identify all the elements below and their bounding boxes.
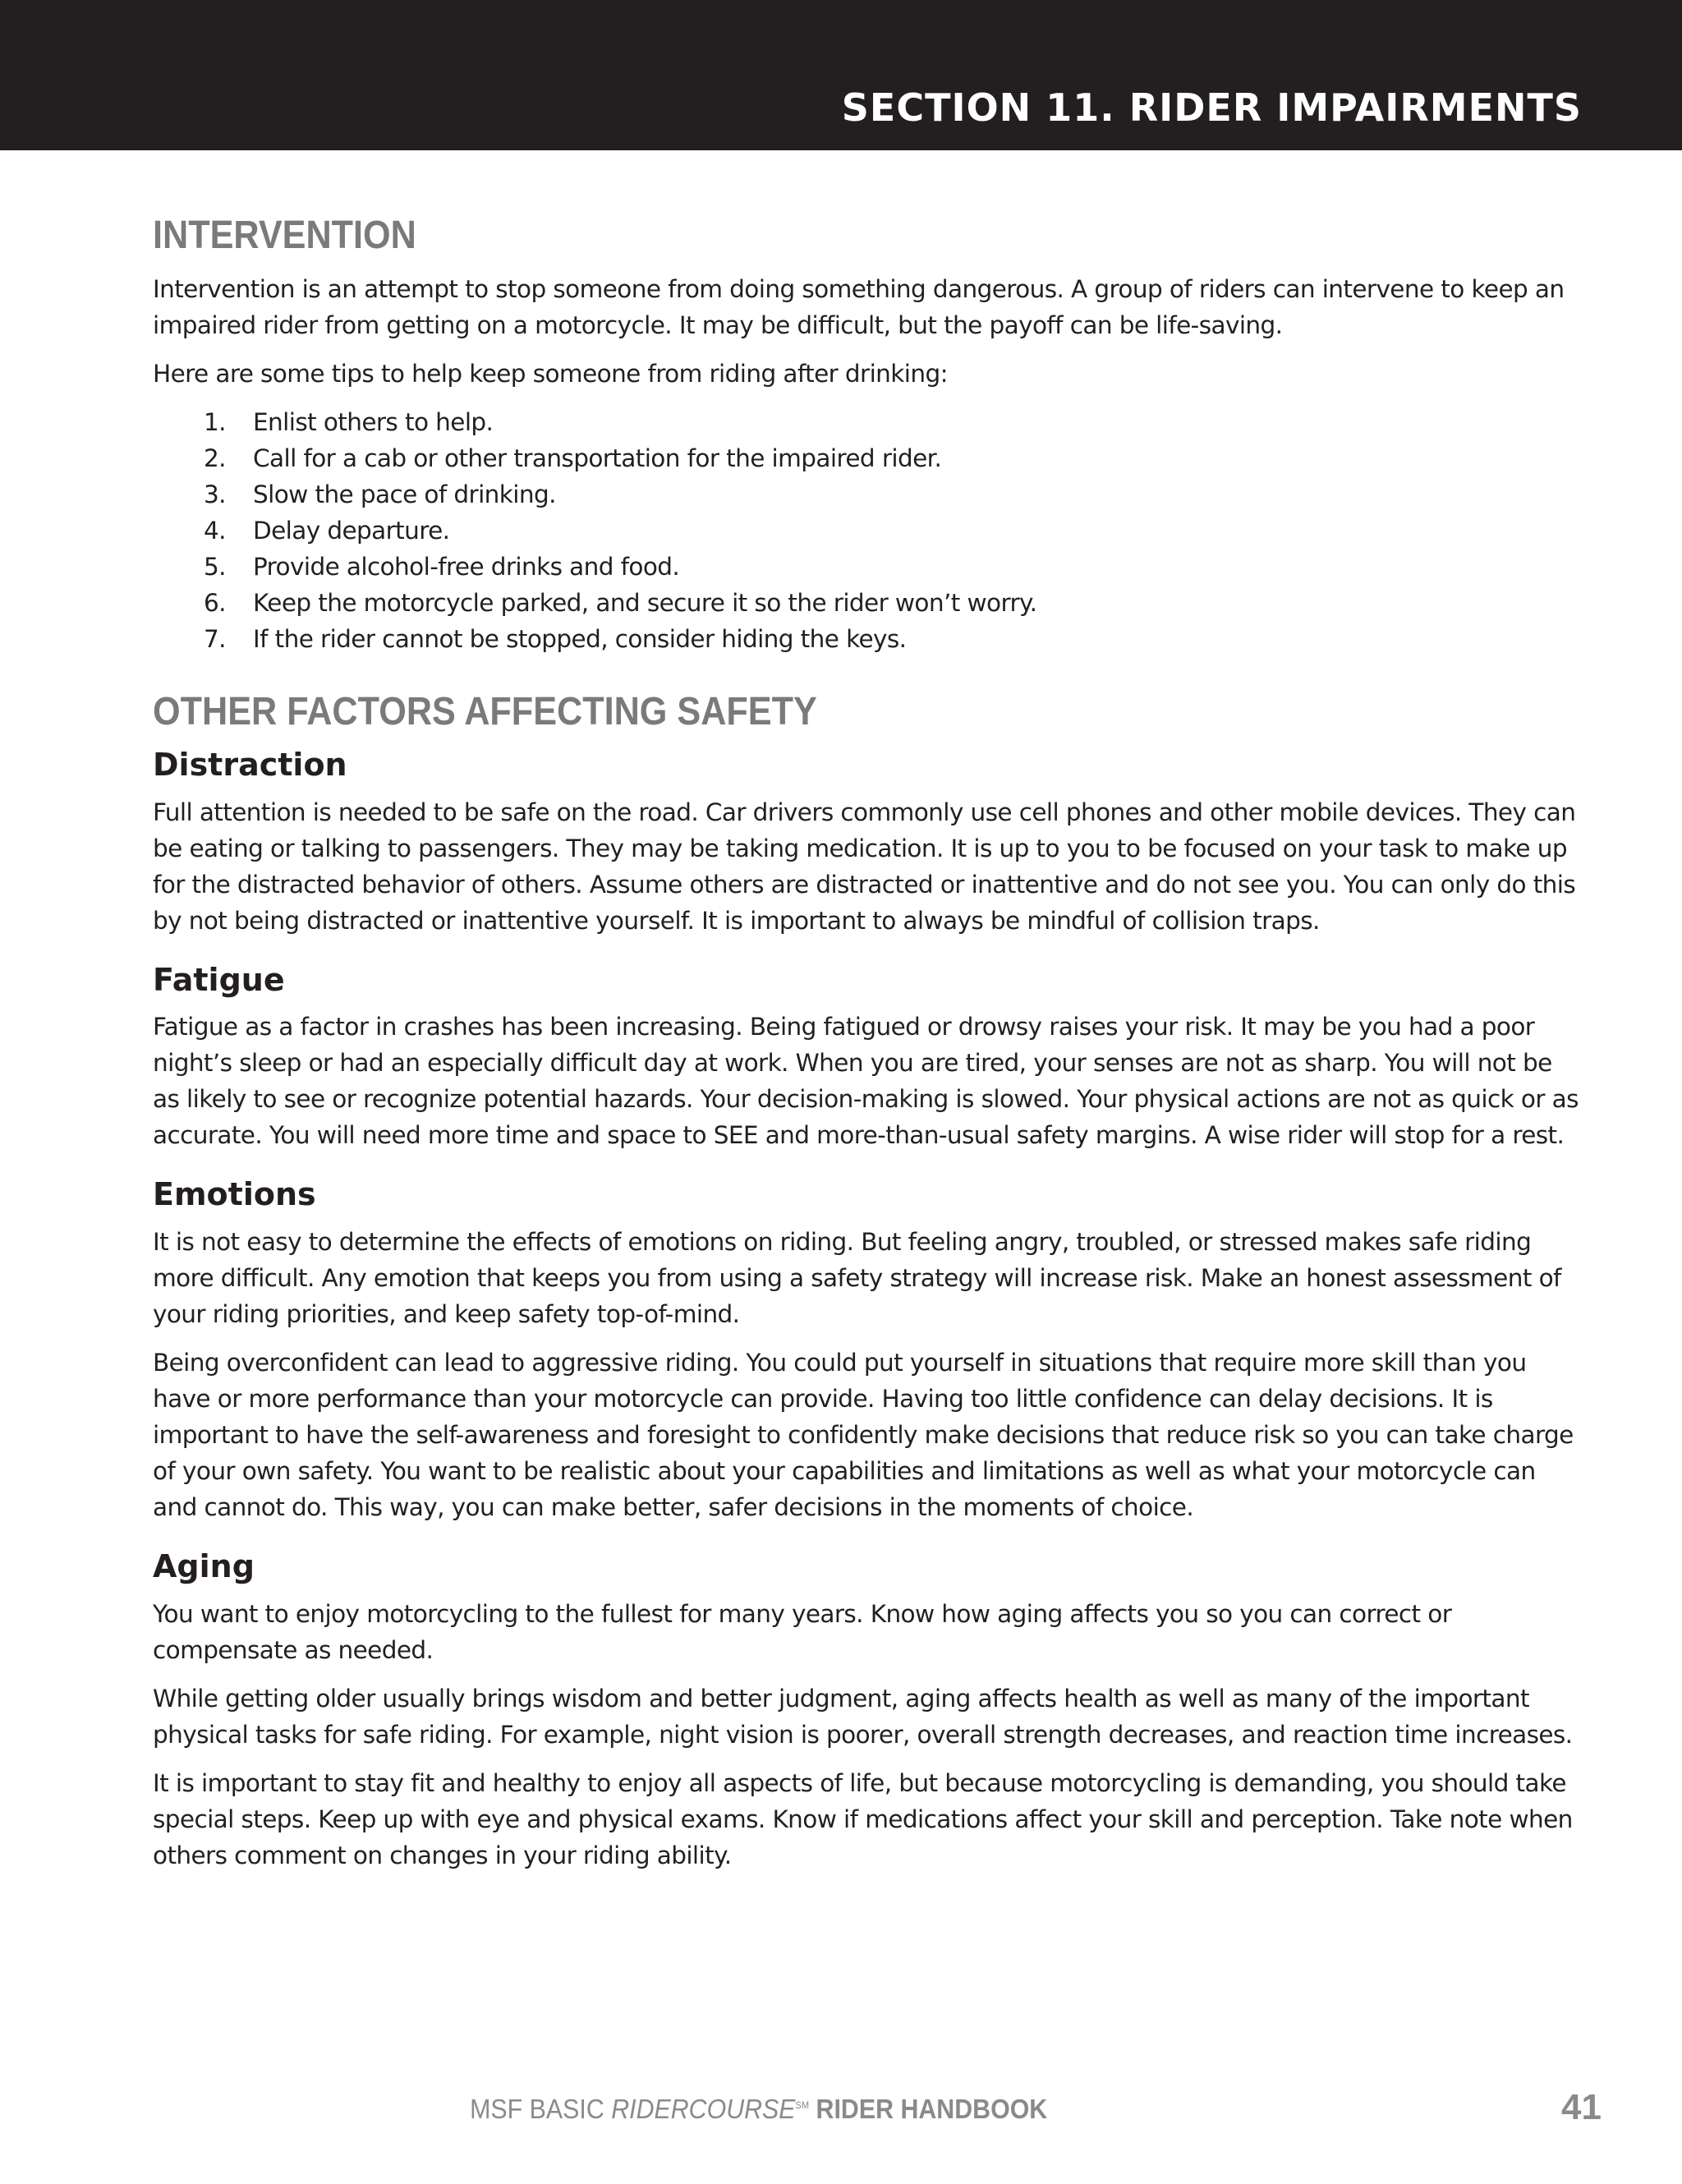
footer-trademark: SM bbox=[795, 2099, 809, 2111]
tips-list bbox=[153, 404, 1582, 657]
page-number: 41 bbox=[1561, 2087, 1602, 2127]
list-item-number: 3. bbox=[204, 480, 226, 508]
tips-intro-paragraph: Here are some tips to help keep someone from riding after drinking: bbox=[153, 359, 948, 388]
aging-paragraph: You want to enjoy motorcycling to the fullest for many years. Know how aging affects you so you can correct or compensate as needed. bbox=[153, 1599, 1452, 1664]
list-item bbox=[153, 585, 1582, 621]
page-footer bbox=[0, 2087, 1682, 2133]
list-item bbox=[153, 621, 1582, 657]
list-item bbox=[153, 440, 1582, 476]
section-title: SECTION 11. RIDER IMPAIRMENTS bbox=[841, 85, 1582, 130]
list-item bbox=[153, 513, 1582, 549]
footer-prefix: MSF BASIC bbox=[469, 2094, 611, 2124]
aging-heading: Aging bbox=[153, 1547, 255, 1584]
list-item-text: Provide alcohol-free drinks and food. bbox=[253, 552, 680, 581]
distraction-heading: Distraction bbox=[153, 747, 347, 784]
other-factors-heading: OTHER FACTORS AFFECTING SAFETY bbox=[153, 689, 817, 733]
list-item-text: Delay departure. bbox=[253, 516, 450, 545]
emotions-paragraph: Being overconfident can lead to aggressive riding. You could put yourself in situations that require more skill than you have or more performance than your motorcycle can provide. Having too little confidence can delay decisions. It is important to have the self-awareness and foresight to confidently make decisions that reduce risk so you can take charge of your own safety. You want to be realistic about your capabilities and limitations as well as what your motorcycle can and cannot do. This way, you can make better, safer decisions in the moments of choice. bbox=[153, 1348, 1574, 1521]
list-item-text: Enlist others to help. bbox=[253, 407, 494, 436]
list-item-number: 4. bbox=[204, 516, 226, 545]
list-item bbox=[153, 404, 1582, 440]
list-item bbox=[153, 476, 1582, 513]
list-item-text: If the rider cannot be stopped, consider hiding the keys. bbox=[253, 624, 907, 653]
page-content bbox=[153, 212, 1582, 1886]
fatigue-heading: Fatigue bbox=[153, 961, 285, 998]
intervention-paragraph: Intervention is an attempt to stop someone from doing something dangerous. A group of riders can intervene to keep an impaired rider from getting on a motorcycle. It may be difficult, but the payoff can be life-saving. bbox=[153, 274, 1565, 339]
footer-suffix: RIDER HANDBOOK bbox=[808, 2094, 1047, 2124]
list-item bbox=[153, 549, 1582, 585]
footer-course-name: RIDERCOURSE bbox=[610, 2094, 796, 2124]
list-item-number: 7. bbox=[204, 624, 226, 653]
emotions-heading: Emotions bbox=[153, 1176, 316, 1213]
section-header-bar bbox=[0, 0, 1682, 150]
list-item-number: 1. bbox=[204, 407, 226, 436]
list-item-number: 5. bbox=[204, 552, 226, 581]
list-item-text: Call for a cab or other transportation for the impaired rider. bbox=[253, 444, 942, 472]
fatigue-paragraph: Fatigue as a factor in crashes has been increasing. Being fatigued or drowsy raises your risk. It may be you had a poor night’s sleep or had an especially difficult day at work. When you are tired, your senses are not as sharp. You will not be as likely to see or recognize potential hazards. Your decision-making is slowed. Your physical actions are not as quick or as accurate. You will need more time and space to SEE and more-than-usual safety margins. A wise rider will stop for a rest. bbox=[153, 1013, 1579, 1150]
emotions-paragraph: It is not easy to determine the effects of emotions on riding. But feeling angry, troubled, or stressed makes safe riding more difficult. Any emotion that keeps you from using a safety strategy will increase risk. Make an honest assessment of your riding priorities, and keep safety top-of-mind. bbox=[153, 1227, 1561, 1328]
list-item-number: 2. bbox=[204, 444, 226, 472]
distraction-paragraph: Full attention is needed to be safe on the road. Car drivers commonly use cell phones and other mobile devices. They can be eating or talking to passengers. They may be taking medication. It is up to you to be focused on your task to make up for the distracted behavior of others. Assume others are distracted or inattentive and do not see you. You can only do this by not being distracted or inattentive yourself. It is important to always be mindful of collision traps. bbox=[153, 798, 1576, 935]
footer-title bbox=[470, 2094, 1047, 2125]
aging-paragraph: It is important to stay fit and healthy to enjoy all aspects of life, but because motorcycling is demanding, you should take special steps. Keep up with eye and physical exams. Know if medications affect your skill and perception. Take note when others comment on changes in your riding ability. bbox=[153, 1768, 1573, 1869]
aging-paragraph: While getting older usually brings wisdom and better judgment, aging affects health as well as many of the important physical tasks for safe riding. For example, night vision is poorer, overall strength decreases, and reaction time increases. bbox=[153, 1684, 1573, 1749]
list-item-text: Keep the motorcycle parked, and secure it so the rider won’t worry. bbox=[253, 588, 1037, 617]
list-item-number: 6. bbox=[204, 588, 226, 617]
intervention-heading: INTERVENTION bbox=[153, 214, 416, 257]
list-item-text: Slow the pace of drinking. bbox=[253, 480, 556, 508]
